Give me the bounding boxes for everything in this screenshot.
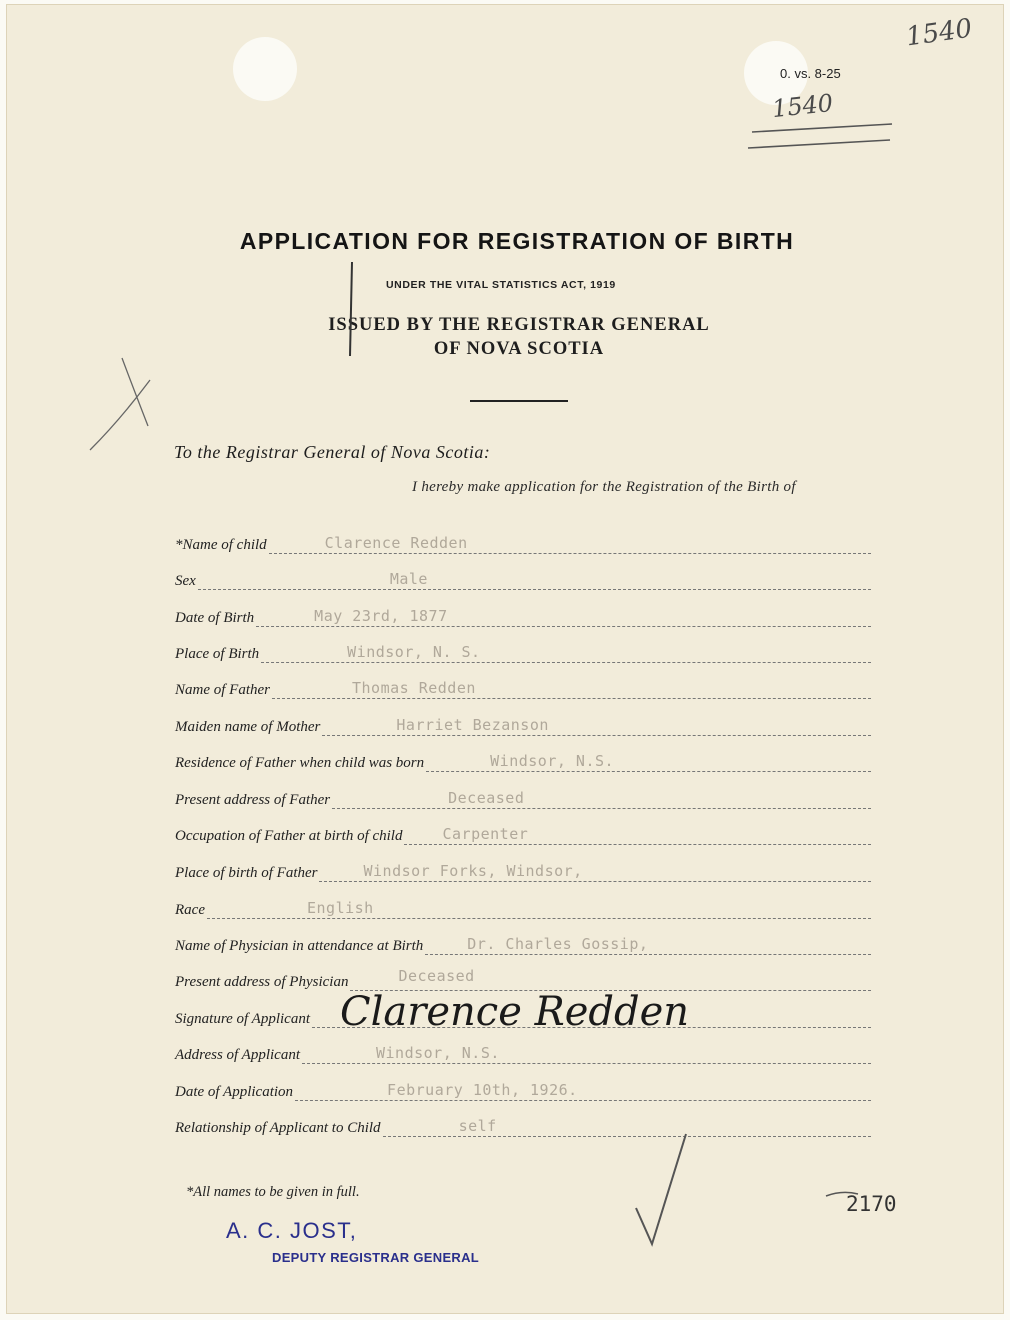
field-label: Signature of Applicant: [175, 1011, 310, 1027]
field-value: Windsor, N. S.: [347, 643, 481, 661]
field-label: *Name of child: [175, 537, 267, 553]
footnote: *All names to be given in full.: [186, 1184, 360, 1200]
issued-by-line-1: ISSUED BY THE REGISTRAR GENERAL: [328, 315, 710, 335]
issued-by-line-2: OF NOVA SCOTIA: [433, 339, 605, 359]
field-label: Date of Birth: [175, 610, 255, 626]
field-label: Name of Physician in attendance at Birth: [175, 938, 424, 954]
stamp-title: DEPUTY REGISTRAR GENERAL: [272, 1250, 480, 1265]
field-value: Deceased: [448, 789, 525, 807]
underline-mark-1: [752, 124, 892, 132]
field-value: Carpenter: [442, 825, 529, 843]
form-code: 0. vs. 8-25: [780, 66, 841, 81]
field-label: Occupation of Father at birth of child: [175, 828, 403, 844]
check-mark: [636, 1134, 686, 1244]
page-subtitle: UNDER THE VITAL STATISTICS ACT, 1919: [386, 279, 616, 291]
field-value: Male: [389, 570, 428, 588]
intro-text: I hereby make application for the Registration of the Birth of: [412, 479, 796, 495]
field-value: Windsor, N.S.: [376, 1044, 500, 1062]
corner-number: 1540: [904, 13, 974, 53]
field-label: Address of Applicant: [175, 1047, 300, 1063]
field-value: February 10th, 1926.: [387, 1081, 578, 1099]
field-label: Present address of Father: [175, 792, 331, 808]
field-value: Harriet Bezanson: [396, 716, 549, 734]
field-label: Sex: [175, 573, 196, 589]
field-value: May 23rd, 1877: [314, 607, 448, 625]
x-mark-1: [122, 358, 148, 426]
field-value: Windsor Forks, Windsor,: [363, 862, 583, 880]
field-value: Windsor, N.S.: [490, 752, 615, 770]
field-value: self: [458, 1117, 497, 1135]
applicant-signature: Clarence Redden: [340, 989, 690, 1035]
underline-mark-2: [748, 140, 890, 148]
field-value: Thomas Redden: [352, 679, 476, 697]
handwritten-number: 1540: [770, 88, 835, 124]
x-mark-2: [90, 380, 150, 450]
field-label: Relationship of Applicant to Child: [175, 1120, 381, 1136]
field-label: Place of birth of Father: [175, 865, 318, 881]
field-value: Clarence Redden: [324, 534, 468, 552]
stamp-name: A. C. JOST,: [226, 1218, 358, 1243]
field-label: Place of Birth: [175, 646, 260, 662]
field-value: Dr. Charles Gossip,: [467, 935, 649, 953]
field-value: Deceased: [398, 967, 475, 985]
file-number-tick: [826, 1192, 858, 1196]
field-label: Race: [175, 902, 205, 918]
field-label: Date of Application: [175, 1084, 294, 1100]
field-label: Present address of Physician: [175, 974, 349, 990]
field-label: Name of Father: [175, 682, 270, 698]
field-label: Residence of Father when child was born: [175, 755, 425, 771]
field-label: Maiden name of Mother: [175, 719, 321, 735]
file-number: 2170: [846, 1192, 897, 1216]
field-value: English: [306, 899, 374, 917]
salutation: To the Registrar General of Nova Scotia:: [174, 442, 491, 462]
pencil-vertical-stroke: [350, 262, 352, 356]
page-title: APPLICATION FOR REGISTRATION OF BIRTH: [239, 228, 795, 254]
